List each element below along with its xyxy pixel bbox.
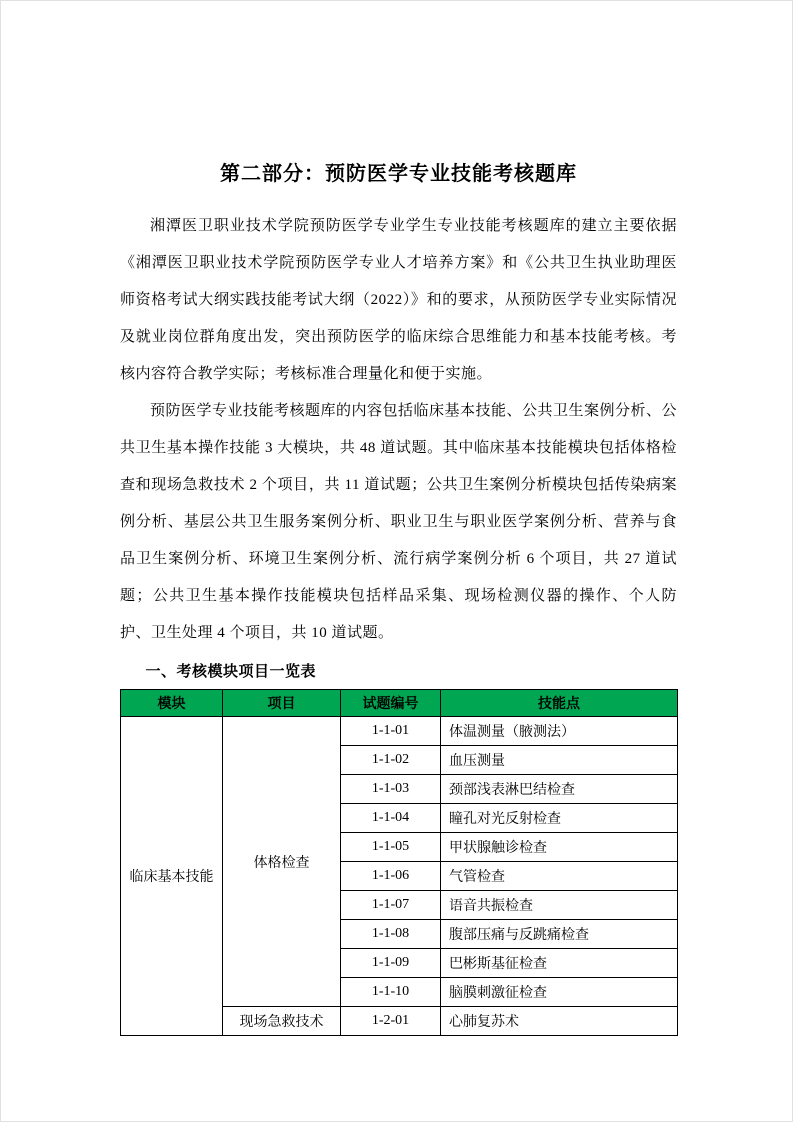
code-cell: 1-1-04 <box>341 804 441 833</box>
table-row <box>121 717 678 746</box>
col-header-skill: 技能点 <box>441 690 678 717</box>
skill-cell: 气管检查 <box>441 862 678 891</box>
document-title: 第二部分：预防医学专业技能考核题库 <box>220 163 577 185</box>
project-cell-physical-exam: 体格检查 <box>223 717 341 1007</box>
col-header-project: 项目 <box>223 690 341 717</box>
code-cell: 1-2-01 <box>341 1007 441 1036</box>
col-header-module: 模块 <box>121 690 223 717</box>
skill-cell: 脑膜刺激征检查 <box>441 978 678 1007</box>
skill-cell: 巴彬斯基征检查 <box>441 949 678 978</box>
table-header-row <box>121 690 678 717</box>
assessment-module-table <box>120 689 678 1036</box>
skill-cell: 心肺复苏术 <box>441 1007 678 1036</box>
code-cell: 1-1-07 <box>341 891 441 920</box>
code-cell: 1-1-06 <box>341 862 441 891</box>
skill-cell: 血压测量 <box>441 746 678 775</box>
skill-cell: 瞳孔对光反射检查 <box>441 804 678 833</box>
code-cell: 1-1-03 <box>341 775 441 804</box>
section-heading: 一、考核模块项目一览表 <box>145 663 317 680</box>
skill-cell: 体温测量（腋测法） <box>441 717 678 746</box>
skill-cell: 颈部浅表淋巴结检查 <box>441 775 678 804</box>
code-cell: 1-1-01 <box>341 717 441 746</box>
code-cell: 1-1-05 <box>341 833 441 862</box>
code-cell: 1-1-10 <box>341 978 441 1007</box>
skill-cell: 甲状腺触诊检查 <box>441 833 678 862</box>
module-cell: 临床基本技能 <box>121 717 223 1036</box>
skill-cell: 语音共振检查 <box>441 891 678 920</box>
intro-paragraph-1: 湘潭医卫职业技术学院预防医学专业学生专业技能考核题库的建立主要依据《湘潭医卫职业技术学院预防医学专业人才培养方案》和《公共卫生执业助理医师资格考试大纲实践技能考试大纲（2022）》和的要求，从预防医学专业实际情况及就业岗位群角度出发，突出预防医学的临床综合思维能力和基本技能考核。考核内容符合教学实际；考核标准合理量化和便于实施。 <box>120 218 677 382</box>
code-cell: 1-1-02 <box>341 746 441 775</box>
page-content <box>120 157 677 1036</box>
project-cell-first-aid: 现场急救技术 <box>223 1007 341 1036</box>
code-cell: 1-1-08 <box>341 920 441 949</box>
intro-paragraph-2: 预防医学专业技能考核题库的内容包括临床基本技能、公共卫生案例分析、公共卫生基本操作技能 3 大模块，共 48 道试题。其中临床基本技能模块包括体格检查和现场急救技术 2 个项目，共 11 道试题；公共卫生案例分析模块包括传染病案例分析、基层公共卫生服务案例分析、职业卫生与职业医学案例分析、营养与食品卫生案例分析、环境卫生案例分析、流行病学案例分析 6 个项目，共 27 道试题；公共卫生基本操作技能模块包括样品采集、现场检测仪器的操作、个人防护、卫生处理 4 个项目，共 10 道试题。 <box>120 403 678 641</box>
skill-cell: 腹部压痛与反跳痛检查 <box>441 920 678 949</box>
code-cell: 1-1-09 <box>341 949 441 978</box>
col-header-code: 试题编号 <box>341 690 441 717</box>
